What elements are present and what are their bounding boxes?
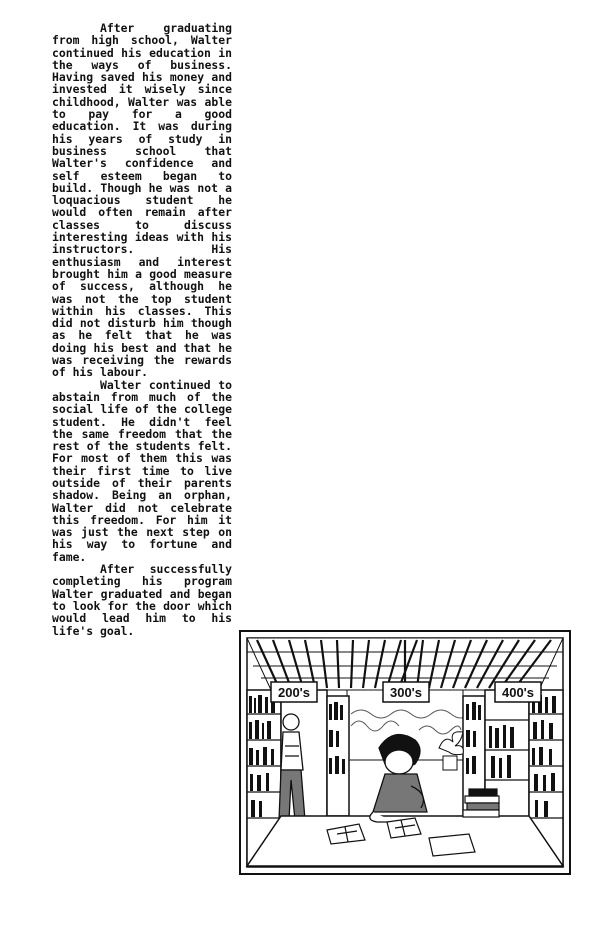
paragraph-1: After graduating from high school, Walter continued his education in the ways of business. Having saved his money and invested it wisely since childhood, Walter was able to pay for a good education. It was during his years of study in business school that Walter's confidence and self esteem began to build. Though he was not a loquacious student he would often remain after classes to discuss interesting ideas with his instructors. His enthusiasm and interest brought him a good measure of success, although he was not the top student within his classes. This did not disturb him though as he felt that he was doing his best and that he was receiving the rewards of his labour. [52, 21, 232, 380]
library-illustration [239, 630, 571, 875]
paragraph-2: Walter continued to abstain from much of the social life of the college student. He didn't feel the same freedom that the rest of the students felt. For most of them this was their first time to live outside of their parents shadow. Being an orphan, Walter did not celebrate this freedom. For him it was just the next step on his way to fortune and fame. [52, 377, 232, 564]
library-drawing [239, 630, 571, 875]
story-text-column [52, 22, 232, 637]
sign-200-label: 200's [277, 685, 311, 700]
sign-300-label: 300's [389, 685, 423, 700]
sign-400-label: 400's [501, 685, 535, 700]
paragraph-3: After successfully completing his program Walter graduated and began to look for the door which would lead him to his life's goal. [52, 562, 232, 638]
